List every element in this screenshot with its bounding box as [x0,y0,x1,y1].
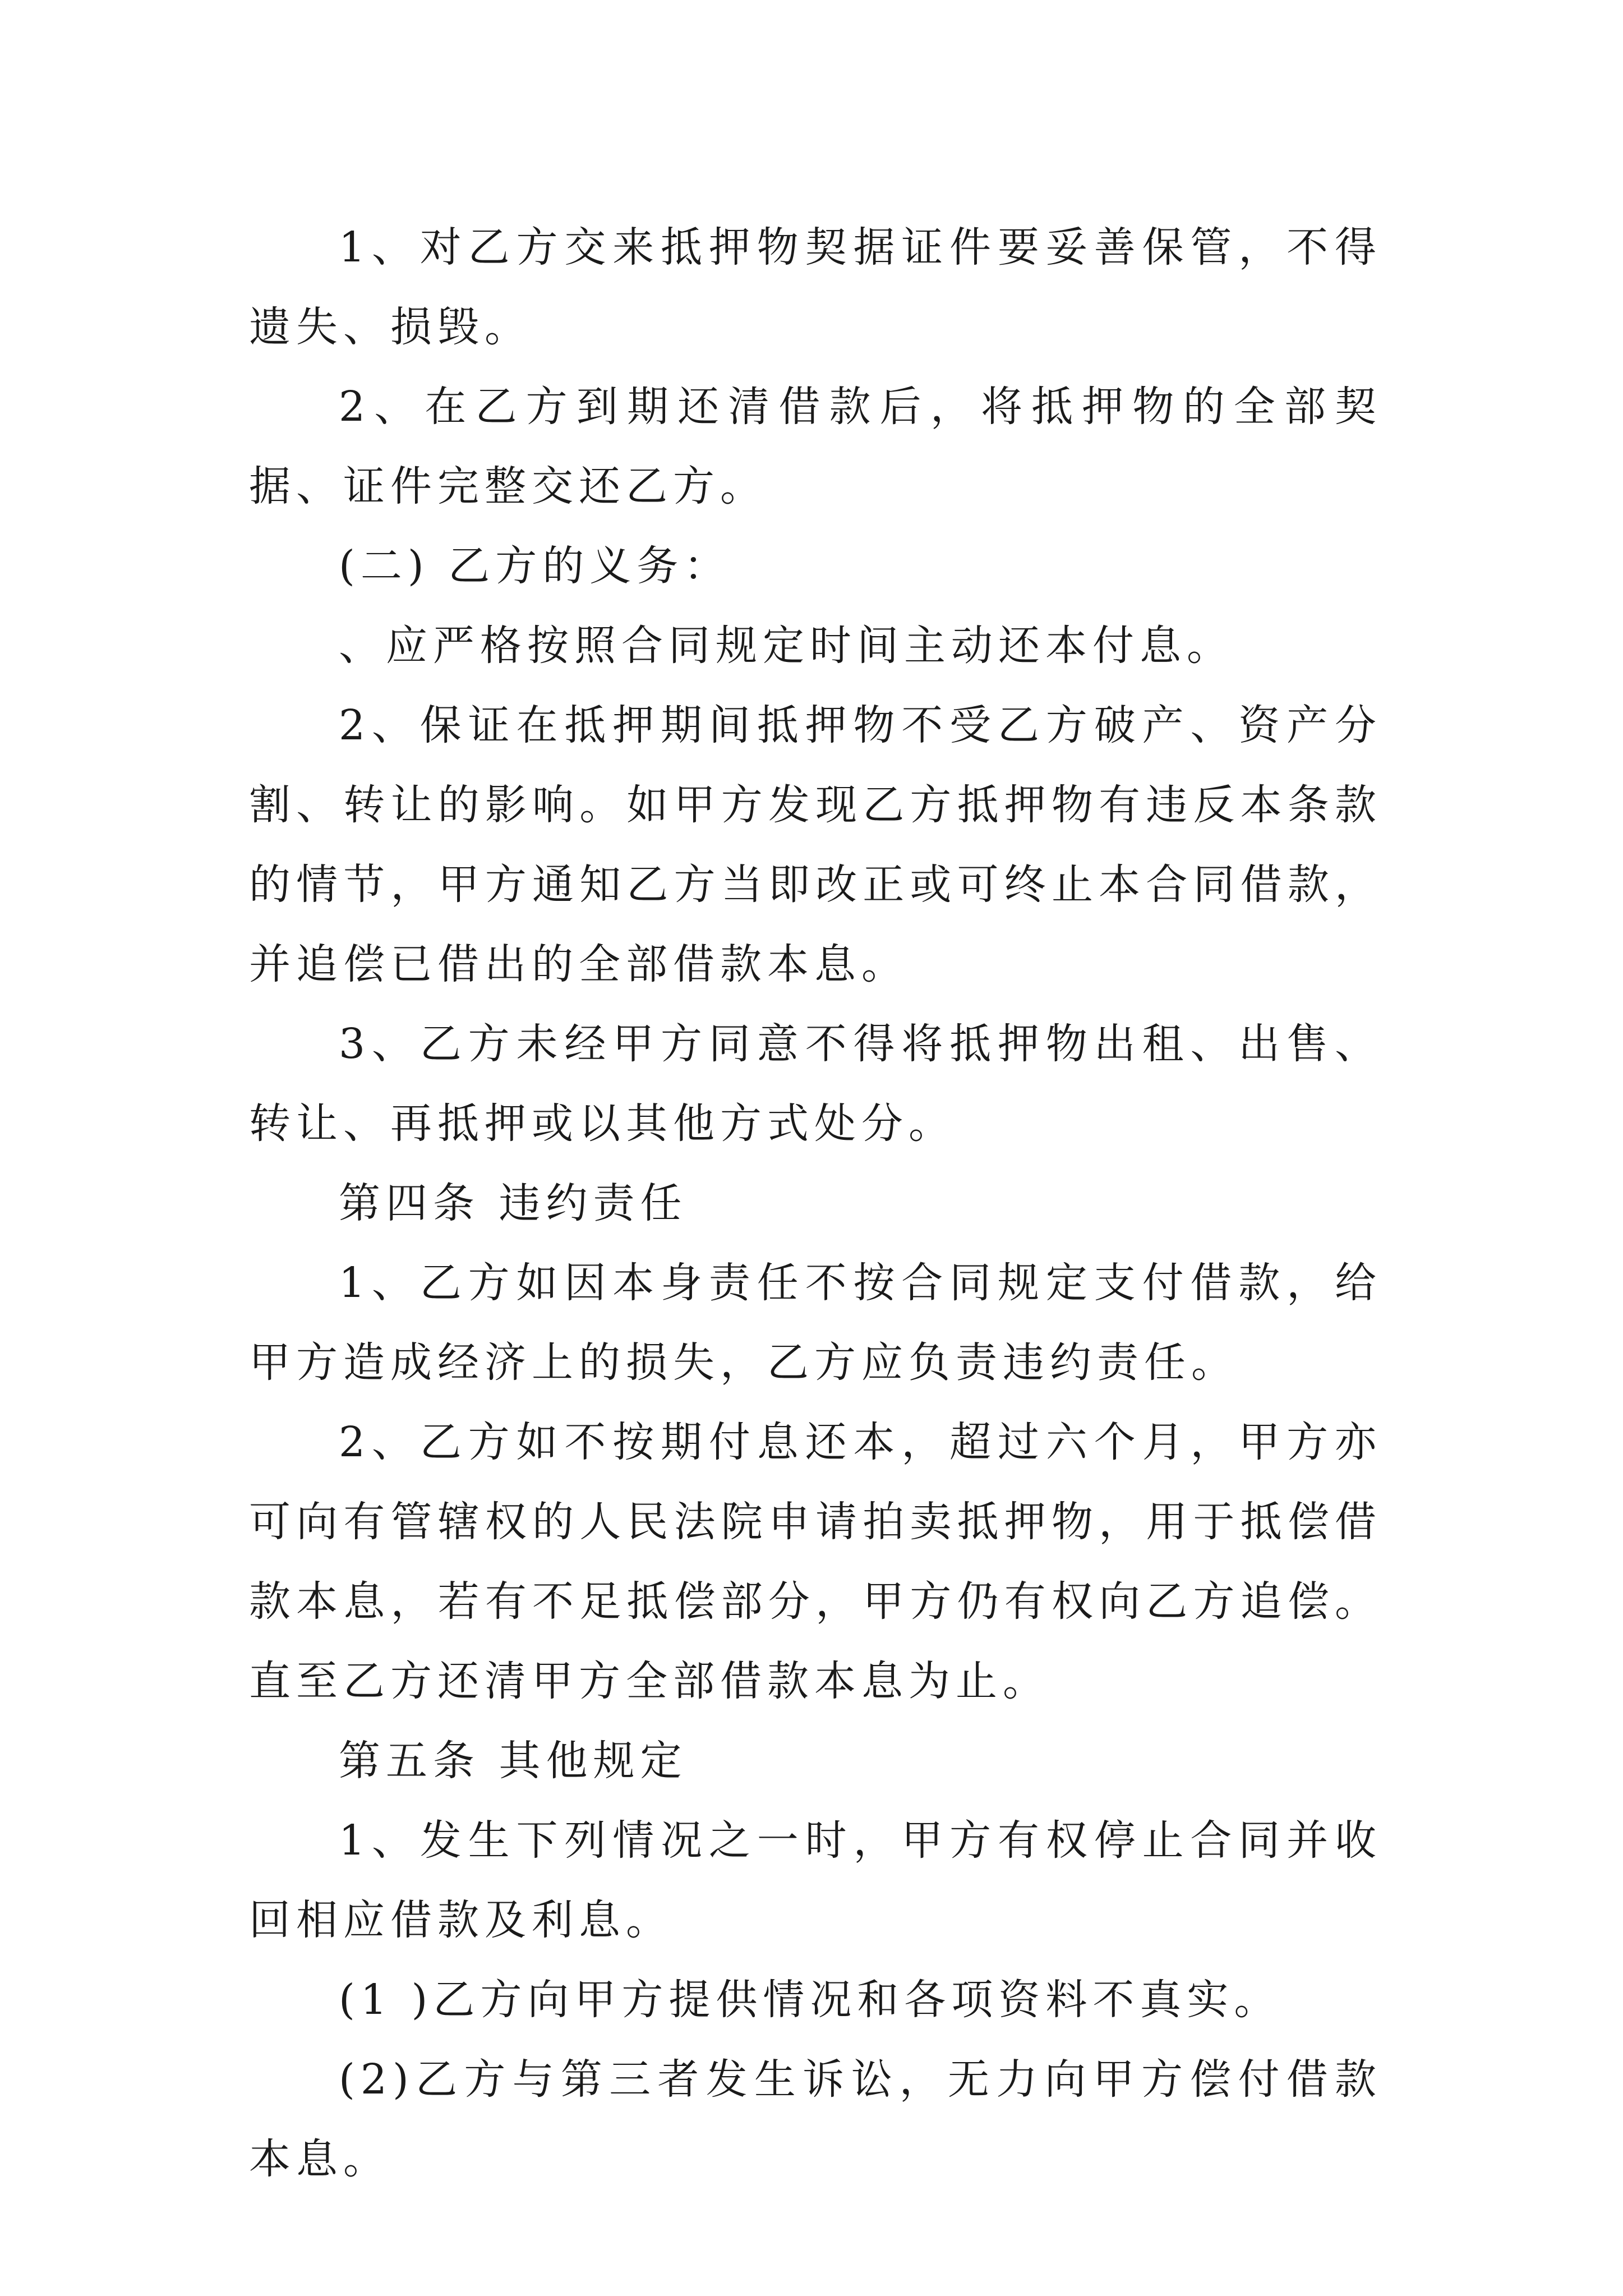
paragraph: 2、保证在抵押期间抵押物不受乙方破产、资产分割、转让的影响。如甲方发现乙方抵押物有违反本条款的情节，甲方通知乙方当即改正或可终止本合同借款，并追偿已借出的全部借款本息。 [249,701,1382,988]
paragraph: 2、在乙方到期还清借款后，将抵押物的全部契据、证件完整交还乙方。 [249,383,1382,510]
paragraph: 1、乙方如因本身责任不按合同规定支付借款，给甲方造成经济上的损失，乙方应负责违约责任。 [249,1259,1382,1387]
paragraph: 2、乙方如不按期付息还本，超过六个月，甲方亦可向有管辖权的人民法院申请拍卖抵押物，用于抵偿借款本息，若有不足抵偿部分，甲方仍有权向乙方追偿。直至乙方还清甲方全部借款本息为止。 [249,1418,1382,1705]
list-item: (2)乙方与第三者发生诉讼，无力向甲方偿付借款本息。 [249,2055,1382,2183]
section-heading: (二) 乙方的义务： [339,542,731,590]
paragraph: 3、乙方未经甲方同意不得将抵押物出租、出售、转让、再抵押或以其他方式处分。 [249,1020,1382,1148]
article-heading: 第四条 违约责任 [339,1179,688,1227]
paragraph: 1、发生下列情况之一时，甲方有权停止合同并收回相应借款及利息。 [249,1816,1382,1944]
paragraph: 1、对乙方交来抵押物契据证件要妥善保管，不得遗失、损毁。 [249,223,1382,351]
list-item: (1 )乙方向甲方提供情况和各项资料不真实。 [339,1976,1281,2024]
article-heading: 第五条 其他规定 [339,1737,688,1785]
document-body [249,208,1382,2199]
paragraph: 、应严格按照合同规定时间主动还本付息。 [339,622,1234,670]
